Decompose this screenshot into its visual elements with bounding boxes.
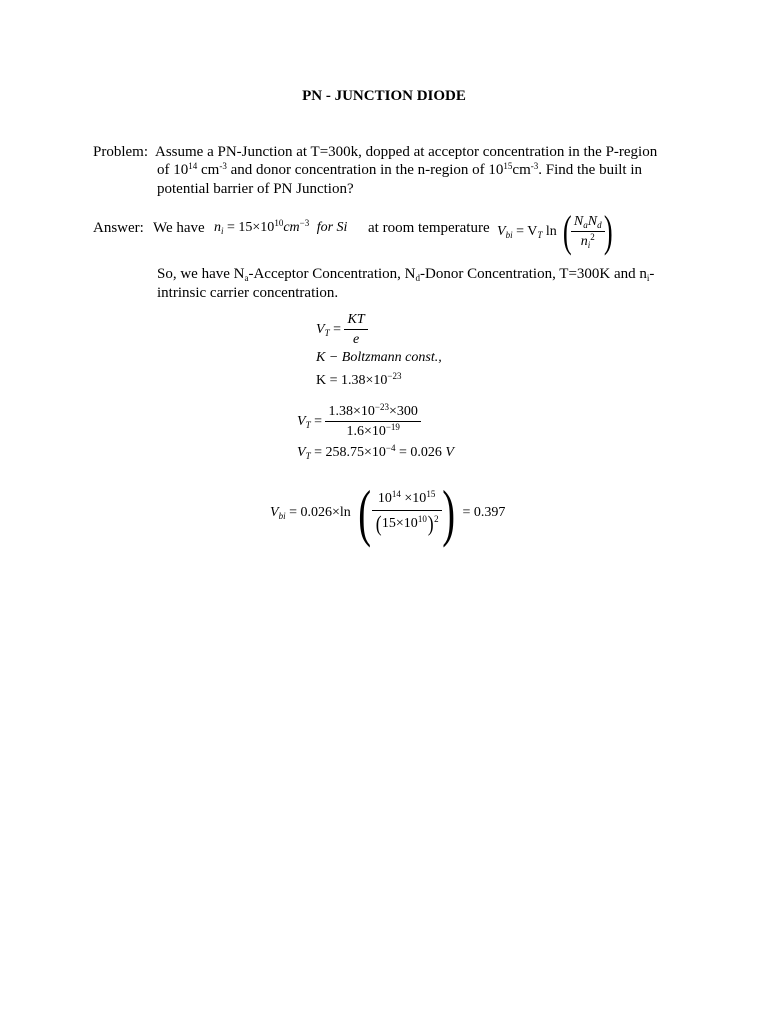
problem-label: Problem: <box>93 144 148 160</box>
vbi-formula: $V_{bi} = V_T$ ln ( $\frac{N_aN_d}{n_i^2}$ ) <box>497 207 613 256</box>
problem-line-2: of $10^{14}$ $cm^{-3}$ and donor concentration in the n-region of $10^{15}cm^{-3}$. Find the built in <box>157 161 643 178</box>
ni-equation: $n_i = 15\times 10^{10}cm^{-3}$ for Si <box>214 218 348 236</box>
vbi-calculation: $V_{bi} = 0.026\times\ln$ ( $\frac{10^{14} \times 10^{15}}{(15\times 10^{10})^2}$ ) = 0.397 <box>270 477 506 548</box>
problem-line-3: potential barrier of PN Junction? <box>157 181 354 197</box>
page-title: PN - JUNCTION DIODE <box>302 88 466 104</box>
vt-result: $V_T = 258.75\times 10^{-4} = 0.026$ V <box>297 443 454 461</box>
boltzmann-line: K − Boltzmann const., <box>316 350 442 365</box>
so-line-2: intrinsic carrier concentration. <box>157 285 339 301</box>
so-line-1: So, we have $N_a$-Acceptor Concentration, $N_d$-Donor Concentration, T=300K and $n_i-$ <box>157 266 655 283</box>
answer-label: Answer: <box>93 220 144 236</box>
answer-we-have: We have <box>153 220 205 236</box>
vt-definition: $V_T$ = $\frac{KT}{e}$ <box>316 310 368 349</box>
k-value: $K = 1.38\times 10^{-23}$ <box>316 371 402 388</box>
room-temperature-text: at room temperature <box>368 220 490 236</box>
problem-line-1: Assume a PN-Junction at T=300k, dopped at acceptor concentration in the P-region <box>155 144 658 160</box>
vt-calculation: $V_T$ = $\frac{1.38\times 10^{-23}\times 300}{1.6\times 10^{-19}}$ <box>297 402 421 441</box>
